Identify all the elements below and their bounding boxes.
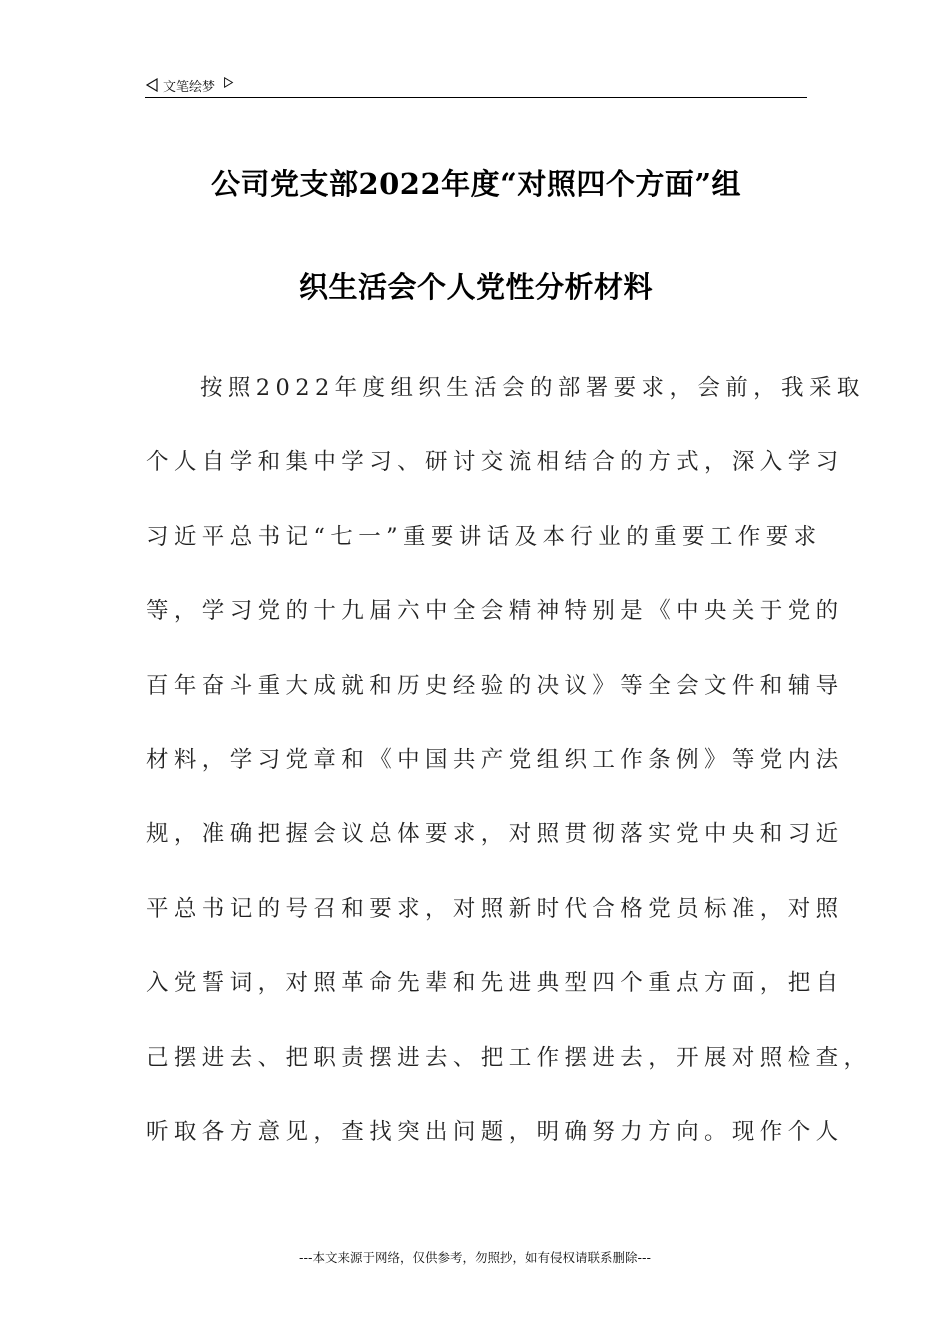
header-divider bbox=[145, 97, 807, 98]
body-text-line: 己摆进去、把职责摆进去、把工作摆进去，开展对照检查， bbox=[146, 1044, 872, 1071]
body-text-line: 规，准确把握会议总体要求，对照贯彻落实党中央和习近 bbox=[146, 821, 844, 848]
body-text-line: 百年奋斗重大成就和历史经验的决议》等全会文件和辅导 bbox=[146, 672, 844, 699]
page-header bbox=[145, 74, 805, 96]
triangle-left-icon bbox=[145, 78, 159, 92]
triangle-right-icon bbox=[223, 77, 234, 88]
body-text-line: 材料，学习党章和《中国共产党组织工作条例》等党内法 bbox=[146, 747, 844, 773]
body-text-line: 入党誓词，对照革命先辈和先进典型四个重点方面，把自 bbox=[146, 970, 844, 997]
body-text-line: 习近平总书记“七一”重要讲话及本行业的重要工作要求 bbox=[146, 523, 822, 550]
document-title-line-1: 公司党支部2022年度“对照四个方面”组 bbox=[210, 167, 742, 201]
body-text-line: 等，学习党的十九届六中全会精神特别是《中央关于党的 bbox=[146, 598, 844, 625]
header-label: 文笔绘梦 bbox=[163, 79, 216, 95]
body-text-line: 听取各方意见，查找突出问题，明确努力方向。现作个人 bbox=[146, 1119, 844, 1145]
document-title-line-2: 织生活会个人党性分析材料 bbox=[298, 270, 653, 304]
body-text-line: 个人自学和集中学习、研讨交流相结合的方式，深入学习 bbox=[146, 449, 844, 476]
page-footer: ---本文来源于网络，仅供参考，勿照抄，如有侵权请联系删除--- bbox=[298, 1250, 652, 1265]
body-text-line: 平总书记的号召和要求，对照新时代合格党员标准，对照 bbox=[146, 895, 844, 922]
body-text-line: 按照2022年度组织生活会的部署要求，会前，我采取 bbox=[200, 375, 865, 401]
